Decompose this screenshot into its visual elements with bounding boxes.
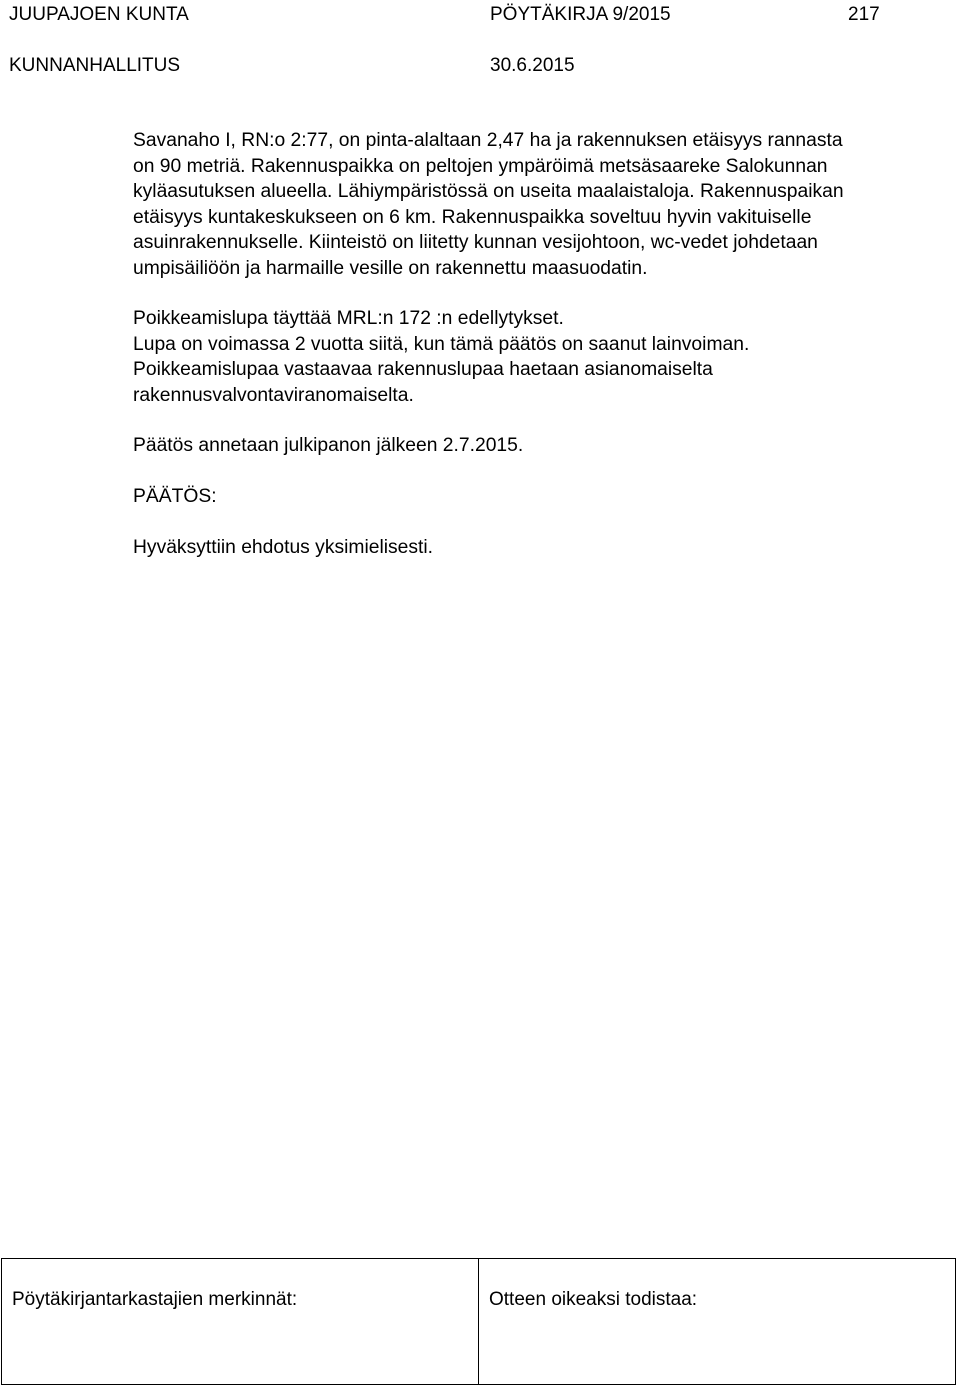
publication-paragraph: Päätös annetaan julkipanon jälkeen 2.7.2015.: [133, 435, 524, 456]
decision-text: Hyväksyttiin ehdotus yksimielisesti.: [133, 537, 434, 558]
inspectors-notes-label: Pöytäkirjantarkastajien merkinnät:: [12, 1289, 298, 1310]
property-description-paragraph: Savanaho I, RN:o 2:77, on pinta-alaltaan 2,47 ha ja rakennuksen etäisyys rannasta on 90 metriä. Rakennuspaikka on peltojen ympäröimä metsäsaareke Salokunnan kyläasutuksen alueella. Lähiympäristössä on useita maalaistaloja. Rakennuspaikan etäisyys kuntakeskukseen on 6 km. Rakennuspaikka soveltuu hyvin vakituiselle asuinrakennukselle. Kiinteistö on liitetty kunnan vesijohtoon, wc-vedet johdetaan umpisäiliöön ja harmaille vesille on rakennettu maasuodatin.: [133, 130, 844, 279]
page-number: 217: [848, 4, 880, 25]
certification-cell: [478, 1259, 955, 1384]
inspectors-notes-cell: [2, 1259, 478, 1384]
certification-label: Otteen oikeaksi todistaa:: [489, 1289, 698, 1310]
meeting-date: 30.6.2015: [490, 55, 575, 76]
footer-signature-box: [1, 1258, 956, 1385]
governing-body: KUNNANHALLITUS: [9, 55, 181, 76]
decision-heading: PÄÄTÖS:: [133, 486, 217, 507]
permit-conditions-paragraph: Poikkeamislupa täyttää MRL:n 172 :n edellytykset. Lupa on voimassa 2 vuotta siitä, kun tämä päätös on saanut lainvoiman. Poikkeamislupaa vastaavaa rakennuslupaa haetaan asianomaiselta rakennusvalvontaviranomaiselta.: [133, 308, 750, 406]
document-title: PÖYTÄKIRJA 9/2015: [490, 4, 671, 25]
organization-name: JUUPAJOEN KUNTA: [9, 4, 189, 25]
